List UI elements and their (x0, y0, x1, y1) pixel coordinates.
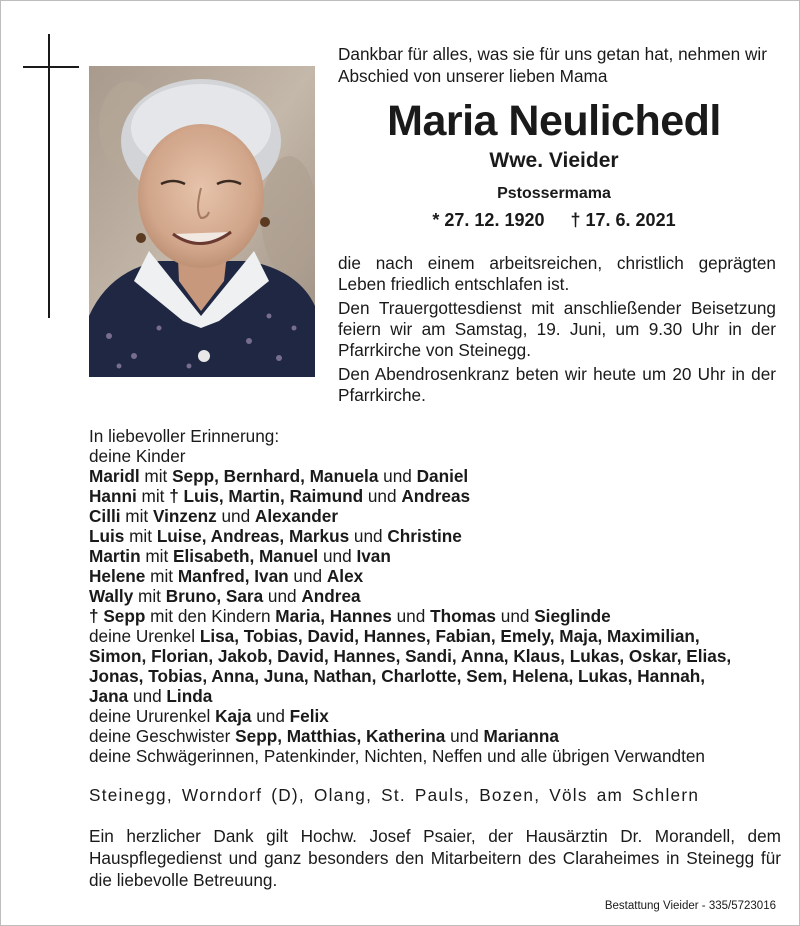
child-line: Helene mit Manfred, Ivan und Alex (89, 566, 364, 586)
child-line: Hanni mit † Luis, Martin, Raimund und Andreas (89, 486, 471, 506)
relatives-line: deine Schwägerinnen, Patenkinder, Nichten, Neffen und alle übrigen Verwandten (89, 746, 705, 766)
life-dates (338, 208, 770, 232)
family-heading: In liebevoller Erinnerung: (89, 426, 280, 446)
great-great-grandchildren-line: deine Ururenkel Kaja und Felix (89, 706, 329, 726)
child-line-sepp: † Sepp mit den Kindern Maria, Hannes und Thomas und Sieglinde (89, 606, 611, 626)
deceased-name: Maria Neulichedl (387, 97, 721, 145)
great-grandchildren-line: Simon, Florian, Jakob, David, Hannes, Sandi, Anna, Klaus, Lukas, Oskar, Elias, (89, 646, 732, 666)
family-list (89, 426, 789, 766)
service-details (338, 253, 776, 409)
widow-of: Wwe. Vieider (489, 149, 619, 172)
child-line: Luis mit Luise, Andreas, Markus und Christine (89, 526, 462, 546)
cross-icon (48, 34, 50, 318)
great-grandchildren-line: Jana und Linda (89, 686, 213, 706)
portrait-photo (89, 66, 315, 377)
passing-text: die nach einem arbeitsreichen, christlich geprägten Leben friedlich entschlafen ist. (338, 253, 776, 294)
child-line: Cilli mit Vinzenz und Alexander (89, 506, 339, 526)
child-line: Martin mit Elisabeth, Manuel und Ivan (89, 546, 391, 566)
child-line: Wally mit Bruno, Sara und Andrea (89, 586, 361, 606)
great-grandchildren-line: deine Urenkel Lisa, Tobias, David, Hannes, Fabian, Emely, Maja, Maximilian, (89, 626, 700, 646)
nickname: Pstossermama (497, 185, 611, 202)
child-line: Maridl mit Sepp, Bernhard, Manuela und Daniel (89, 466, 469, 486)
funeral-text: Den Trauergottesdienst mit anschließender Beisetzung feiern wir am Samstag, 19. Juni, um 9.30 Uhr in der Pfarrkirche von Steinegg. (338, 298, 776, 360)
cross-icon-bar (23, 66, 79, 68)
great-grandchildren-line: Jonas, Tobias, Anna, Juna, Nathan, Charlotte, Sem, Helena, Lukas, Hannah, (89, 666, 706, 686)
intro-text: Dankbar für alles, was sie für uns getan hat, nehmen wir Abschied von unserer lieben Mama (338, 44, 767, 86)
siblings-line: deine Geschwister Sepp, Matthias, Katherina und Marianna (89, 726, 559, 746)
death-date: † 17. 6. 2021 (570, 210, 676, 230)
thanks-text: Ein herzlicher Dank gilt Hochw. Josef Psaier, der Hausärztin Dr. Morandell, dem Hauspflegedienst und ganz besonders den Mitarbeitern des Claraheimes in Steinegg für die liebevolle Betreuung. (89, 826, 781, 890)
places-line: Steinegg, Worndorf (D), Olang, St. Pauls, Bozen, Völs am Schlern (89, 785, 700, 805)
rosary-text: Den Abendrosenkranz beten wir heute um 20 Uhr in der Pfarrkirche. (338, 364, 776, 405)
children-label: deine Kinder (89, 446, 186, 466)
funeral-home-credit: Bestattung Vieider - 335/5723016 (604, 900, 776, 912)
birth-date: * 27. 12. 1920 (432, 210, 545, 230)
